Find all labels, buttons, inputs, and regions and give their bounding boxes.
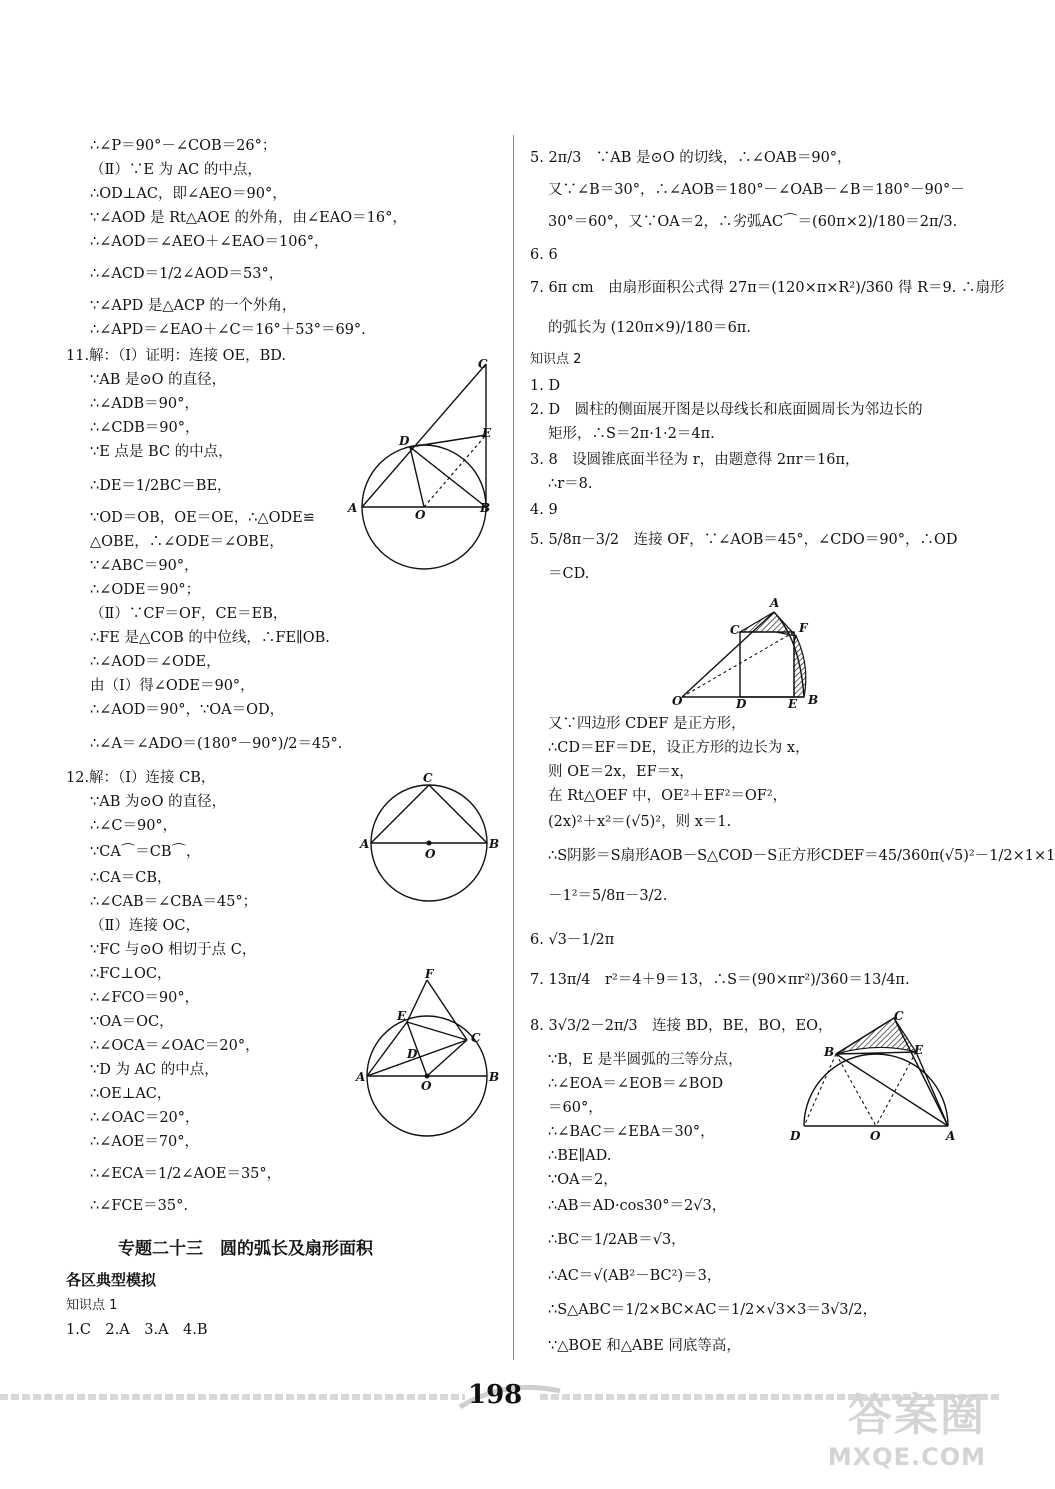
watermark (828, 1379, 986, 1471)
label-O: O (415, 508, 426, 522)
text-line: 3. 8 设圆锥底面半径为 r，由题意得 2πr＝16π， (530, 452, 860, 468)
text-line: ∵CA⌒＝CB⌒， (90, 844, 201, 860)
label-E: E (914, 1043, 924, 1057)
text-line: 5. 5/8π－3/2 连接 OF，∵∠AOB＝45°，∠CDO＝90°，∴OD (530, 532, 958, 548)
text-line: ∵E 点是 BC 的中点， (90, 444, 233, 460)
label-A: A (946, 1129, 956, 1143)
label-A: A (348, 501, 358, 515)
knowledge-point-1: 知识点 1 (66, 1298, 118, 1313)
text-line: 在 Rt△OEF 中，OE²＋EF²＝OF²， (548, 788, 788, 804)
label-B: B (824, 1045, 835, 1059)
text-line: 4. 9 (530, 502, 558, 518)
label-O: O (421, 1079, 432, 1093)
text-line: 矩形，∴S＝2π·1·2＝4π. (548, 426, 715, 442)
label-B: B (489, 837, 500, 851)
text-line: 30°＝60°，又∵OA＝2，∴劣弧AC⌒＝(60π×2)/180＝2π/3. (548, 214, 958, 230)
label-D: D (736, 697, 747, 711)
figure-12a (355, 770, 505, 910)
text-line: 2. D 圆柱的侧面展开图是以母线长和底面圆周长为邻边长的 (530, 402, 923, 418)
text-line: 由（Ⅰ）得∠ODE＝90°， (90, 678, 255, 694)
text-line: 6. √3－1/2π (530, 932, 615, 948)
text-line: ∵△BOE 和△ABE 同底等高， (548, 1338, 741, 1354)
text-line: 则 OE＝2x，EF＝x， (548, 764, 694, 780)
text-line: 又∵四边形 CDEF 是正方形， (548, 716, 746, 732)
text-line: ∴BE∥AD. (548, 1148, 612, 1164)
text-line: ∴∠ADB＝90°， (90, 396, 199, 412)
watermark-url: MXQE.COM (827, 1443, 986, 1471)
subsection-title: 各区典型模拟 (66, 1271, 157, 1289)
label-O: O (672, 694, 683, 708)
text-line: ∵OA＝OC， (90, 1014, 174, 1030)
text-line: ∵AB 为⊙O 的直径， (90, 794, 227, 810)
text-line: ∵AB 是⊙O 的直径， (90, 372, 227, 388)
text-line: ∴OD⊥AC，即∠AEO＝90°， (90, 186, 287, 202)
text-line: ∴FE 是△COB 的中位线，∴FE∥OB. (90, 630, 330, 646)
text-line: －1²＝5/8π－3/2. (548, 888, 668, 904)
text-line: ∴∠CAB＝∠CBA＝45°； (90, 894, 258, 910)
text-line: 8. 3√3/2－2π/3 连接 BD，BE，BO，EO， (530, 1018, 833, 1034)
text-line: ∴∠EOA＝∠EOB＝∠BOD (548, 1076, 724, 1092)
text-line: ∴AC＝√(AB²－BC²)＝3， (548, 1268, 722, 1284)
label-C: C (894, 1009, 904, 1023)
text-line: 7. 6π cm 由扇形面积公式得 27π＝(120×π×R²)/360 得 R＝9. ∴扇形 (530, 280, 1005, 296)
text-line: ∴DE＝1/2BC＝BE， (90, 478, 232, 494)
problem-12-title: 12.解：（Ⅰ）连接 CB， (66, 770, 216, 786)
label-A: A (770, 596, 780, 610)
text-line: ∴∠AOE＝70°， (90, 1134, 200, 1150)
text-line: ∴CD＝EF＝DE，设正方形的边长为 x， (548, 740, 810, 756)
label-C: C (423, 771, 433, 785)
text-line: 1. D (530, 378, 561, 394)
text-line: ∵∠APD 是△ACP 的一个外角， (90, 298, 297, 314)
text-line: ＝CD. (548, 566, 590, 582)
text-line: （Ⅱ）∵E 为 AC 的中点， (90, 162, 262, 178)
text-line: ∵∠AOD 是 Rt△AOE 的外角，由∠EAO＝16°， (90, 210, 407, 226)
text-line: ∴∠OCA＝∠OAC＝20°， (90, 1038, 260, 1054)
label-D: D (790, 1129, 801, 1143)
text-line: ∴∠A＝∠ADO＝(180°－90°)/2＝45°. (90, 736, 343, 752)
label-O: O (870, 1129, 881, 1143)
label-A: A (360, 837, 370, 851)
text-line: ∴∠CDB＝90°， (90, 420, 200, 436)
text-line: ∵OA＝2， (548, 1172, 618, 1188)
label-C: C (478, 357, 488, 371)
text-line: ∴FC⊥OC， (90, 966, 172, 982)
text-line: ∴∠ECA＝1/2∠AOE＝35°， (90, 1166, 282, 1182)
text-line: 6. 6 (530, 247, 558, 263)
answers-1: 1.C 2.A 3.A 4.B (66, 1322, 208, 1338)
figure-12b (355, 968, 505, 1146)
page-number: 198 (468, 1380, 523, 1410)
figure-r8 (786, 1006, 966, 1146)
text-line: ∴S阴影＝S扇形AOB－S△COD－S正方形CDEF＝45/360π(√5)²－1/2×1×1 (548, 848, 1055, 864)
label-F: F (425, 967, 434, 981)
text-line: ∴∠FCO＝90°， (90, 990, 200, 1006)
label-O: O (425, 847, 436, 861)
label-E: E (482, 426, 492, 440)
text-line: 7. 13π/4 r²＝4＋9＝13，∴S＝(90×πr²)/360＝13/4π. (530, 972, 910, 988)
label-B: B (480, 501, 491, 515)
label-B: B (489, 1070, 500, 1084)
text-line: ∵OD＝OB，OE＝OE，∴△ODE≌ (90, 510, 315, 526)
text-line: (2x)²＋x²＝(√5)²，则 x＝1. (548, 814, 732, 830)
text-line: 的弧长为 (120π×9)/180＝6π. (548, 320, 751, 336)
text-line: ∴∠AOD＝90°，∵OA＝OD， (90, 702, 285, 718)
text-line: 5. 2π/3 ∵AB 是⊙O 的切线，∴∠OAB＝90°， (530, 150, 852, 166)
text-line: ∴∠ODE＝90°； (90, 582, 201, 598)
watermark-title: 答案圈 (848, 1390, 986, 1441)
text-line: △OBE，∴∠ODE＝∠OBE， (90, 534, 284, 550)
text-line: ∴∠OAC＝20°， (90, 1110, 200, 1126)
text-line: ＝60°， (548, 1100, 603, 1116)
problem-11-title: 11.解：（Ⅰ）证明：连接 OE，BD. (66, 348, 286, 364)
text-line: ∴∠P＝90°－∠COB＝26°； (90, 138, 277, 154)
text-line: ∴r＝8. (548, 476, 593, 492)
text-line: ∴AB＝AD·cos30°＝2√3， (548, 1198, 727, 1214)
text-line: ∴BC＝1/2AB＝√3， (548, 1232, 686, 1248)
column-divider (513, 135, 514, 1360)
text-line: ∴∠BAC＝∠EBA＝30°， (548, 1124, 715, 1140)
label-C: C (730, 623, 740, 637)
figure-r5 (672, 590, 822, 710)
text-line: ∴∠AOD＝∠AEO＋∠EAO＝106°， (90, 234, 329, 250)
text-line: ∵∠ABC＝90°， (90, 558, 199, 574)
knowledge-point-2: 知识点 2 (530, 352, 582, 367)
text-line: 又∵∠B＝30°，∴∠AOB＝180°－∠OAB－∠B＝180°－90°－ (548, 182, 965, 198)
label-E: E (397, 1009, 407, 1023)
figure-11 (338, 352, 498, 567)
label-E: E (788, 697, 798, 711)
text-line: （Ⅱ）连接 OC， (90, 918, 200, 934)
text-line: ∴∠AOD＝∠ODE， (90, 654, 221, 670)
text-line: ∵D 为 AC 的中点， (90, 1062, 219, 1078)
text-line: ∴∠ACD＝1/2∠AOD＝53°， (90, 266, 284, 282)
text-line: ∴S△ABC＝1/2×BC×AC＝1/2×√3×3＝3√3/2， (548, 1302, 878, 1318)
text-line: ∴∠APD＝∠EAO＋∠C＝16°＋53°＝69°. (90, 322, 366, 338)
label-A: A (356, 1070, 366, 1084)
text-line: ∴∠FCE＝35°. (90, 1198, 188, 1214)
text-line: （Ⅱ）∵CF＝OF，CE＝EB， (90, 606, 288, 622)
label-C: C (471, 1031, 481, 1045)
text-line: ∴∠C＝90°， (90, 818, 178, 834)
section-title: 专题二十三 圆的弧长及扇形面积 (118, 1239, 373, 1259)
label-D: D (407, 1047, 418, 1061)
label-B: B (808, 693, 819, 707)
text-line: ∵B，E 是半圆弧的三等分点， (548, 1052, 743, 1068)
text-line: ∴OE⊥AC， (90, 1086, 172, 1102)
label-D: D (399, 434, 410, 448)
text-line: ∴CA＝CB， (90, 870, 172, 886)
text-line: ∵FC 与⊙O 相切于点 C， (90, 942, 257, 958)
label-F: F (799, 621, 808, 635)
